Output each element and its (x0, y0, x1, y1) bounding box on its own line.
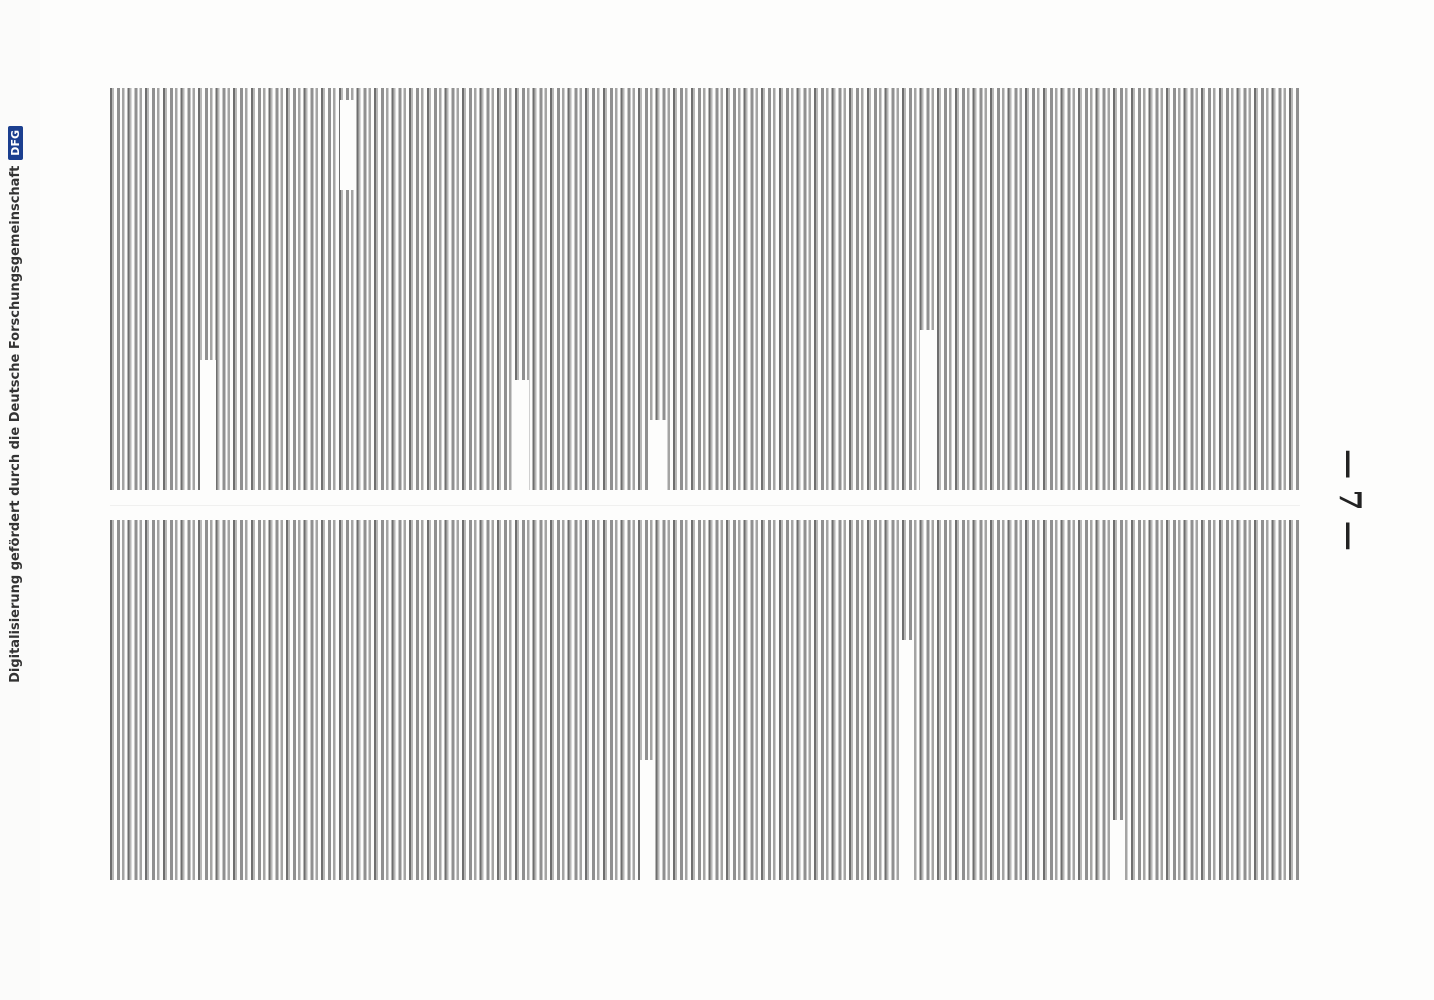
paragraph-break (340, 100, 354, 190)
paragraph-break (650, 420, 666, 490)
paragraph-break (1110, 820, 1124, 880)
dfg-logo: DFG (8, 126, 23, 160)
paragraph-break (920, 330, 934, 490)
column-gutter (110, 505, 1300, 506)
text-column-top (110, 88, 1300, 490)
paragraph-break (515, 380, 529, 490)
page-number: — 7 — (1332, 449, 1368, 551)
paragraph-break (640, 760, 654, 880)
paragraph-break (900, 640, 914, 880)
paragraph-break (200, 360, 216, 490)
credit-text: Digitalisierung gefördert durch die Deutsche Forschungsgemeinschaft (7, 165, 23, 683)
digitization-credit (4, 126, 26, 1000)
